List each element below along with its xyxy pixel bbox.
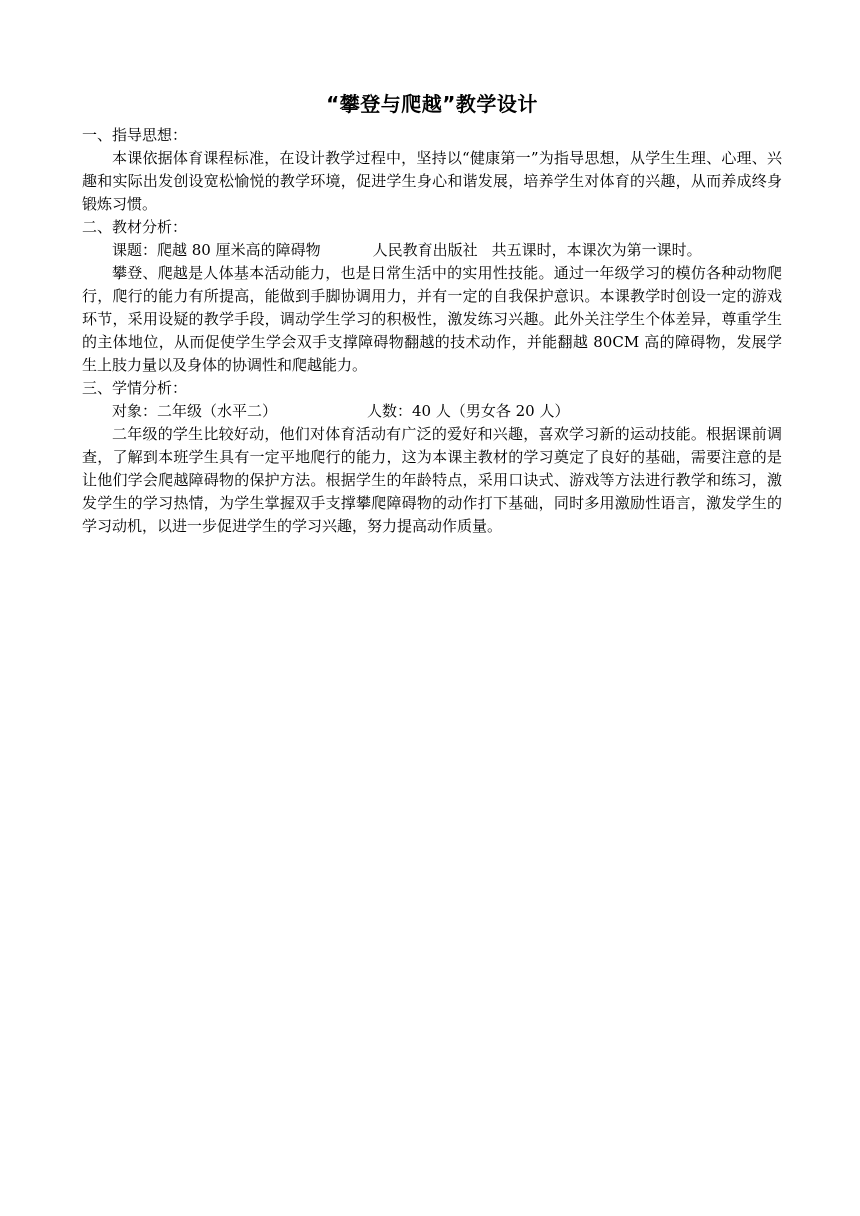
section-guiding-thought	[82, 124, 782, 216]
section-heading: 三、学情分析：	[82, 379, 188, 397]
section-material-analysis	[82, 216, 782, 377]
body-paragraph: 二年级的学生比较好动，他们对体育活动有广泛的爱好和兴趣，喜欢学习新的运动技能。根据课前调查，了解到本班学生具有一定平地爬行的能力，这为本课主教材的学习奠定了良好的基础，需要注意的是让他们学会爬越障碍物的保护方法。根据学生的年龄特点，采用口诀式、游戏等方法进行教学和练习，激发学生的学习热情，为学生掌握双手支撑攀爬障碍物的动作打下基础，同时多用激励性语言，激发学生的学习动机，以进一步促进学生的学习兴趣，努力提高动作质量。	[82, 425, 782, 535]
lesson-topic: 课题：爬越 80 厘米高的障碍物	[112, 241, 321, 259]
section-heading: 二、教材分析：	[82, 218, 188, 236]
body-paragraph: 本课依据体育课程标准，在设计教学过程中，坚持以“健康第一”为指导思想，从学生生理、心理、兴趣和实际出发创设宽松愉悦的教学环境，促进学生身心和谐发展，培养学生对体育的兴趣，从而养成终身锻炼习惯。	[82, 149, 782, 213]
student-audience: 对象：二年级（水平二）	[112, 402, 278, 420]
student-count: 人数：40 人（男女各 20 人）	[367, 402, 570, 420]
section-student-analysis	[82, 377, 782, 538]
section-heading: 一、指导思想：	[82, 126, 188, 144]
lesson-publisher: 人民教育出版社	[372, 241, 478, 259]
document-title: “攀登与爬越”教学设计	[326, 92, 538, 116]
student-info-line	[82, 400, 782, 423]
document-page	[82, 90, 782, 538]
lesson-schedule: 共五课时，本课次为第一课时。	[491, 241, 702, 259]
lesson-info-line	[82, 239, 782, 262]
body-paragraph: 攀登、爬越是人体基本活动能力，也是日常生活中的实用性技能。通过一年级学习的模仿各种动物爬行，爬行的能力有所提高，能做到手脚协调用力，并有一定的自我保护意识。本课教学时创设一定的游戏环节，采用设疑的教学手段，调动学生学习的积极性，激发练习兴趣。此外关注学生个体差异，尊重学生的主体地位，从而促使学生学会双手支撑障碍物翻越的技术动作，并能翻越 80CM 高的障碍物，发展学生上肢力量以及身体的协调性和爬越能力。	[82, 264, 782, 374]
